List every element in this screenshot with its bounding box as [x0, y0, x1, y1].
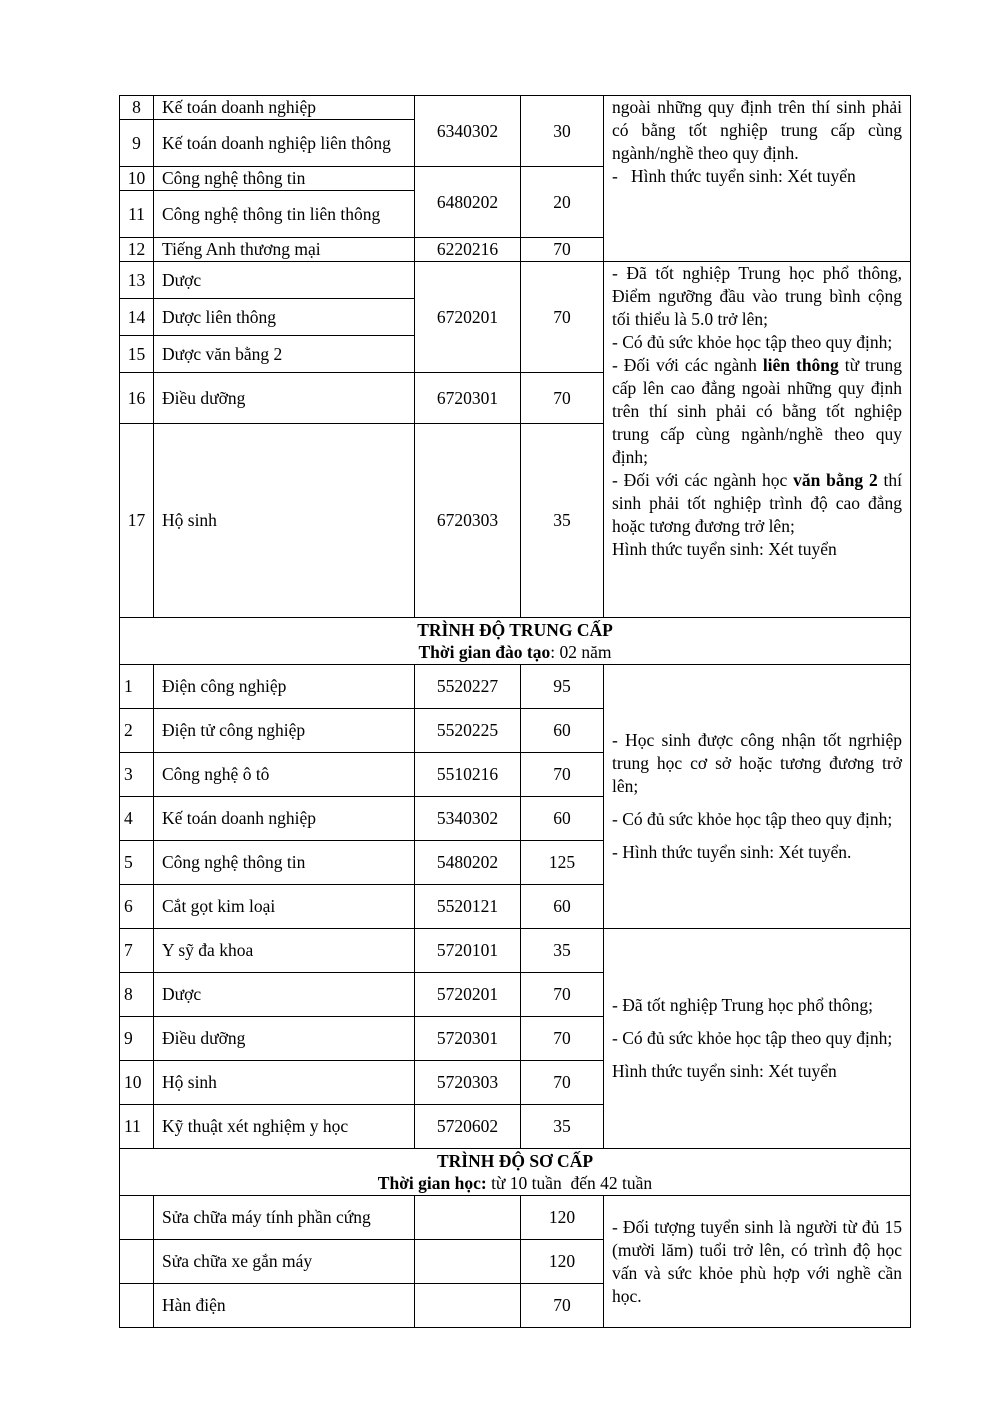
row-number: 11 [120, 191, 154, 238]
table-row [120, 262, 911, 299]
program-code [415, 1196, 521, 1240]
enrollment-quota: 70 [521, 1017, 604, 1061]
program-name: Kế toán doanh nghiệp [154, 797, 415, 841]
program-code: 5520225 [415, 709, 521, 753]
program-code: 5520227 [415, 665, 521, 709]
program-name: Sửa chữa xe gắn máy [154, 1240, 415, 1284]
row-number: 15 [120, 336, 154, 373]
row-number: 17 [120, 424, 154, 618]
row-number: 16 [120, 373, 154, 424]
enrollment-quota: 70 [521, 753, 604, 797]
requirement-text: ngoài những quy định trên thí sinh phải có bằng tốt nghiệp trung cấp cùng ngành/nghề theo quy định. [612, 97, 902, 163]
table-row [120, 96, 911, 120]
requirement-text: - Hình thức tuyển sinh: Xét tuyển [612, 166, 856, 186]
program-name: Kế toán doanh nghiệp liên thông [154, 120, 415, 167]
enrollment-quota: 120 [521, 1240, 604, 1284]
program-name: Dược [154, 262, 415, 299]
program-code [415, 1240, 521, 1284]
program-code: 5510216 [415, 753, 521, 797]
section-title: TRÌNH ĐỘ SƠ CẤP [436, 1151, 594, 1171]
admission-requirements [604, 929, 911, 1149]
program-code: 5720602 [415, 1105, 521, 1149]
row-number [120, 1240, 154, 1284]
enrollment-quota: 60 [521, 797, 604, 841]
program-name: Công nghệ thông tin [154, 841, 415, 885]
requirement-text: - Đã tốt nghiệp Trung học phổ thông; [612, 995, 874, 1015]
program-name: Điện công nghiệp [154, 665, 415, 709]
table-row [120, 929, 911, 973]
enrollment-quota: 70 [521, 973, 604, 1017]
enrollment-quota: 20 [521, 167, 604, 238]
program-code: 6720201 [415, 262, 521, 373]
program-code: 6720303 [415, 424, 521, 618]
row-number: 11 [120, 1105, 154, 1149]
enrollment-quota: 70 [521, 262, 604, 373]
section-duration: Thời gian học: từ 10 tuần đến 42 tuần [377, 1173, 653, 1193]
section-title: TRÌNH ĐỘ TRUNG CẤP [417, 620, 613, 640]
row-number: 10 [120, 1061, 154, 1105]
program-name: Điện tử công nghiệp [154, 709, 415, 753]
program-code: 6720301 [415, 373, 521, 424]
program-code: 5720301 [415, 1017, 521, 1061]
program-code: 6480202 [415, 167, 521, 238]
program-name: Hàn điện [154, 1284, 415, 1328]
requirement-text: Hình thức tuyển sinh: Xét tuyển [612, 539, 837, 559]
program-code: 5480202 [415, 841, 521, 885]
row-number: 2 [120, 709, 154, 753]
admission-requirements [604, 665, 911, 929]
program-name: Dược [154, 973, 415, 1017]
row-number: 4 [120, 797, 154, 841]
row-number: 9 [120, 120, 154, 167]
section-header-elementary [120, 1149, 911, 1196]
admission-requirements [604, 96, 911, 262]
row-number: 1 [120, 665, 154, 709]
program-code [415, 1284, 521, 1328]
row-number: 6 [120, 885, 154, 929]
table-row [120, 665, 911, 709]
enrollment-table [119, 95, 911, 1328]
program-name: Công nghệ ô tô [154, 753, 415, 797]
requirement-text: - Hình thức tuyển sinh: Xét tuyển. [612, 842, 852, 862]
row-number: 5 [120, 841, 154, 885]
enrollment-quota: 95 [521, 665, 604, 709]
program-name: Sửa chữa máy tính phần cứng [154, 1196, 415, 1240]
admission-requirements [604, 1196, 911, 1328]
program-name: Hộ sinh [154, 424, 415, 618]
enrollment-quota: 35 [521, 424, 604, 618]
row-number: 9 [120, 1017, 154, 1061]
row-number: 12 [120, 238, 154, 262]
program-code: 6340302 [415, 96, 521, 167]
program-code: 5720101 [415, 929, 521, 973]
program-name: Kỹ thuật xét nghiệm y học [154, 1105, 415, 1149]
row-number: 10 [120, 167, 154, 191]
enrollment-quota: 60 [521, 709, 604, 753]
row-number [120, 1284, 154, 1328]
requirement-text: - Đối tượng tuyển sinh là người từ đủ 15 (mười lăm) tuổi trở lên, có trình độ học vấn và sức khỏe phù hợp với nghề cần học. [612, 1217, 902, 1306]
program-name: Dược liên thông [154, 299, 415, 336]
section-header-intermediate [120, 618, 911, 665]
table-row [120, 1196, 911, 1240]
requirement-text: - Đã tốt nghiệp Trung học phổ thông, Điểm ngưỡng đầu vào trung bình cộng tối thiểu là 5.0 trở lên; [612, 263, 902, 329]
section-duration: Thời gian đào tạo: 02 năm [418, 642, 612, 662]
enrollment-quota: 70 [521, 1284, 604, 1328]
row-number: 8 [120, 973, 154, 1017]
requirement-text: - Có đủ sức khỏe học tập theo quy định; [612, 1028, 893, 1048]
enrollment-quota: 120 [521, 1196, 604, 1240]
enrollment-quota: 35 [521, 1105, 604, 1149]
program-code: 5520121 [415, 885, 521, 929]
requirement-text: Hình thức tuyển sinh: Xét tuyển [612, 1061, 837, 1081]
program-name: Y sỹ đa khoa [154, 929, 415, 973]
requirement-text: - Có đủ sức khỏe học tập theo quy định; [612, 332, 893, 352]
program-name: Công nghệ thông tin liên thông [154, 191, 415, 238]
row-number: 3 [120, 753, 154, 797]
enrollment-quota: 125 [521, 841, 604, 885]
row-number: 7 [120, 929, 154, 973]
program-name: Tiếng Anh thương mại [154, 238, 415, 262]
program-code: 5720201 [415, 973, 521, 1017]
enrollment-quota: 60 [521, 885, 604, 929]
admission-requirements [604, 262, 911, 618]
program-name: Hộ sinh [154, 1061, 415, 1105]
enrollment-quota: 70 [521, 1061, 604, 1105]
requirement-text: - Đối với các ngành liên thông từ trung cấp lên cao đẳng ngoài những quy định trên thí sinh phải có bằng tốt nghiệp trung cấp cùng ngành/nghề theo quy định; [612, 355, 902, 467]
row-number: 14 [120, 299, 154, 336]
enrollment-quota: 35 [521, 929, 604, 973]
row-number [120, 1196, 154, 1240]
program-name: Cắt gọt kim loại [154, 885, 415, 929]
program-name: Công nghệ thông tin [154, 167, 415, 191]
program-name: Kế toán doanh nghiệp [154, 96, 415, 120]
row-number: 8 [120, 96, 154, 120]
program-code: 5720303 [415, 1061, 521, 1105]
enrollment-quota: 70 [521, 238, 604, 262]
enrollment-quota: 30 [521, 96, 604, 167]
row-number: 13 [120, 262, 154, 299]
program-code: 5340302 [415, 797, 521, 841]
program-code: 6220216 [415, 238, 521, 262]
program-name: Điều dưỡng [154, 373, 415, 424]
requirement-text: - Đối với các ngành học văn bằng 2 thí sinh phải tốt nghiệp trình độ cao đẳng hoặc tương đương trở lên; [612, 470, 903, 536]
requirement-text: - Học sinh được công nhận tốt ngrhiệp trung học cơ sở hoặc tương đương trở lên; [612, 730, 902, 796]
requirement-text: - Có đủ sức khỏe học tập theo quy định; [612, 809, 893, 829]
enrollment-quota: 70 [521, 373, 604, 424]
program-name: Dược văn bằng 2 [154, 336, 415, 373]
program-name: Điều dưỡng [154, 1017, 415, 1061]
